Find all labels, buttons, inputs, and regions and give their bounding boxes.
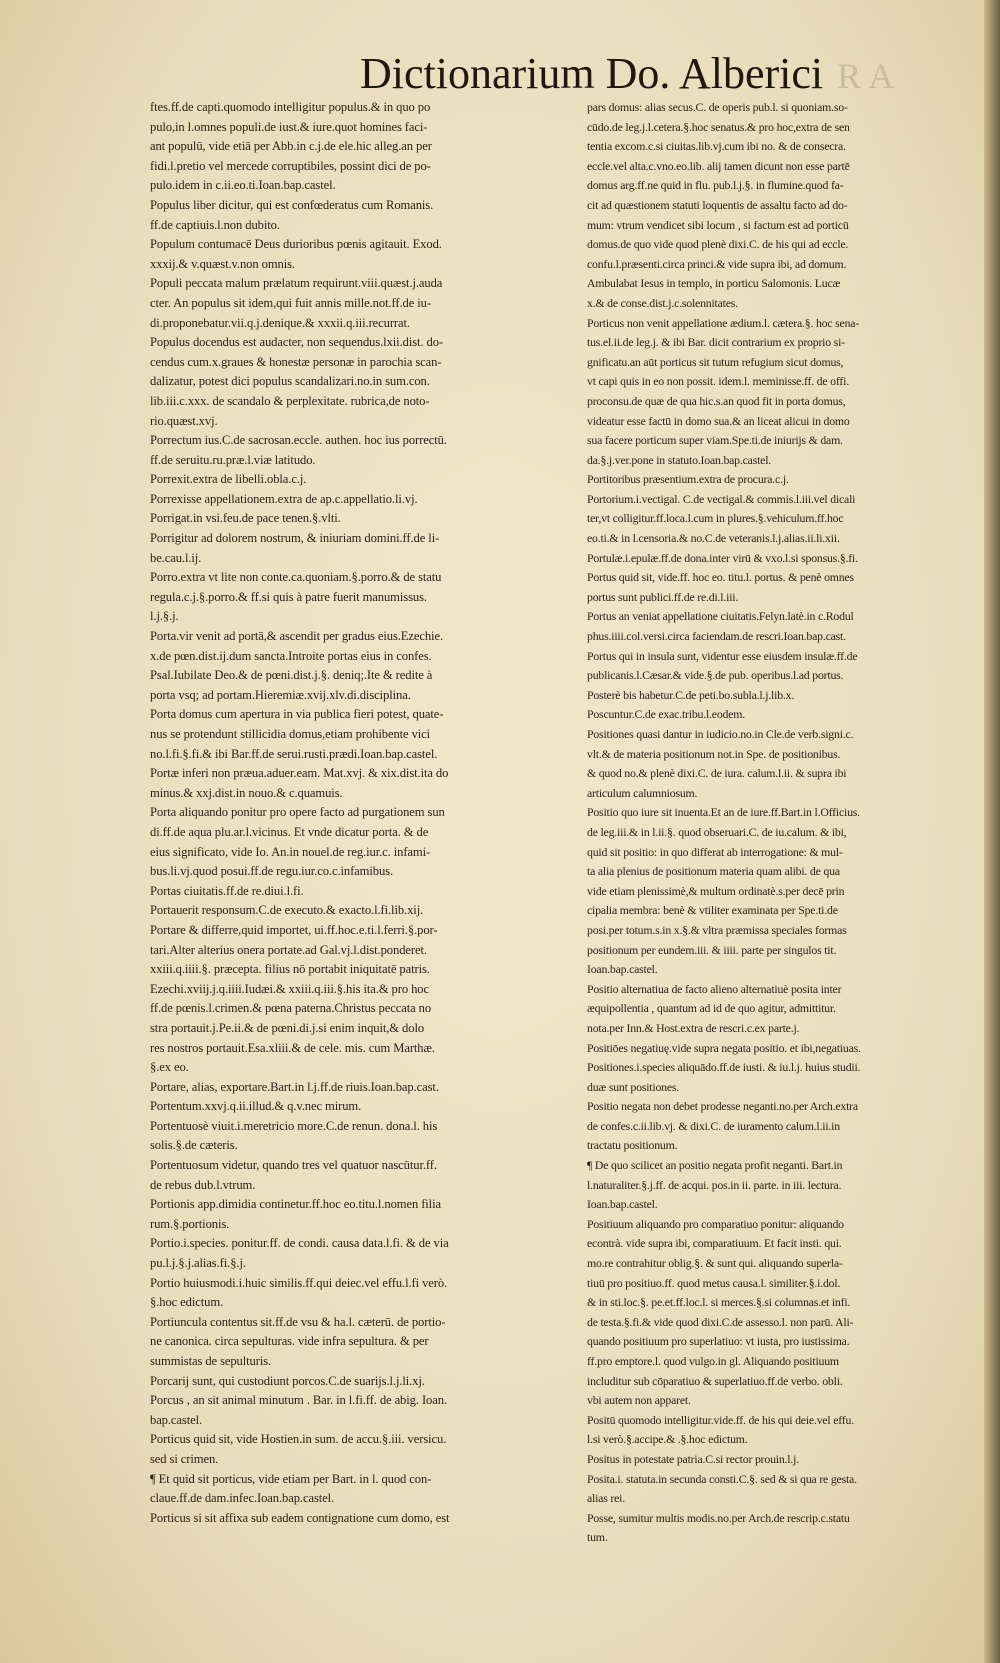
- right-column-line: tentia excom.c.si ciuitas.lib.vj.cum ibi no. & de consecra.: [587, 139, 846, 154]
- left-column-line: l.j.§.j.: [150, 609, 179, 624]
- left-column-line: Psal.Iubilate Deo.& de pœni.dist.j.§. deniq;.Ite & redite à: [150, 668, 433, 683]
- left-column-line: xxiii.q.iiii.§. præcepta. filius nō portabit iniquitatē patris.: [150, 962, 430, 977]
- right-column-line: cipalia membra: benè & vtiliter examinata per Spe.ti.de: [587, 903, 838, 918]
- right-column-line: Posse, sumitur multis modis.no.per Arch.de rescrip.c.statu: [587, 1510, 850, 1525]
- right-column-line: mum: vtrum vendicet sibi locum , si factum est ad porticū: [587, 217, 849, 232]
- left-column-line: no.l.fi.§.fi.& ibi Bar.ff.de serui.rusti.prædi.Ioan.bap.castel.: [150, 746, 438, 761]
- right-column-line: alias rei.: [587, 1491, 625, 1506]
- left-column-line: Porta aliquando ponitur pro opere facto ad purgationem sun: [150, 805, 445, 820]
- right-column-line: includitur sub cōparatiuo & superlatiuo.ff.de verbo. obli.: [587, 1373, 843, 1388]
- left-column-line: Portiuncula contentus sit.ff.de vsu & ha.l. cæterū. de portio-: [150, 1314, 446, 1329]
- left-column-line: Porrigitur ad dolorem nostrum, & iniuriam domini.ff.de li-: [150, 531, 440, 546]
- right-column-line: da.§.j.ver.pone in statuto.Ioan.bap.castel.: [587, 452, 772, 467]
- left-column-line: Populus docendus est audacter, non sequendus.lxii.dist. do-: [150, 335, 444, 350]
- right-column-line: domus arg.ff.ne quid in flu. pub.l.j.§. in flumine.quod fa-: [587, 178, 844, 193]
- right-column-line: de confes.c.ii.lib.vj. & dixi.C. de iuramento calum.l.ii.in: [587, 1118, 840, 1133]
- left-column-line: eius significato, vide Io. An.in nouel.de reg.iur.c. infami-: [150, 844, 431, 859]
- right-column-line: cūdo.de leg.j.l.cetera.§.hoc senatus.& pro hoc,extra de sen: [587, 119, 850, 134]
- right-column-line: Porticus non venit appellatione ædium.l. cætera.§. hoc sena-: [587, 315, 860, 330]
- left-column-line: Populus liber dicitur, qui est confœderatus cum Romanis.: [150, 197, 434, 212]
- left-column-line: minus.& xxj.dist.in nouo.& c.quamuis.: [150, 785, 343, 800]
- left-column-line: Portentum.xxvj.q.ii.illud.& q.v.nec mirum.: [150, 1099, 362, 1114]
- left-column-line: ff.de seruitu.ru.præ.l.viæ latitudo.: [150, 452, 316, 467]
- left-column-line: Porcus , an sit animal minutum . Bar. in l.fi.ff. de abig. Ioan.: [150, 1393, 447, 1408]
- right-column-line: l.si verò.§.accipe.& .§.hoc edictum.: [587, 1432, 748, 1447]
- left-column-line: Portauerit responsum.C.de executo.& exacto.l.fi.lib.xij.: [150, 903, 424, 918]
- left-column-line: regula.c.j.§.porro.& ff.si quis à patre fuerit manumissus.: [150, 589, 427, 604]
- left-column-line: Populum contumacē Deus durioribus pœnis agitauit. Exod.: [150, 237, 442, 252]
- right-column-line: de testa.§.fi.& vide quod dixi.C.de assesso.l. non parū. Ali-: [587, 1314, 854, 1329]
- left-column-line: Porcarij sunt, qui custodiunt porcos.C.de suarijs.l.j.li.xj.: [150, 1373, 425, 1388]
- left-column-line: Porticus si sit affixa sub eadem contignatione cum domo, est: [150, 1510, 450, 1525]
- right-column-line: Positio alternatiua de facto alieno alternatiuè posita inter: [587, 981, 842, 996]
- right-column-line: ta alia plenius de positionum materia quam alibi. de qua: [587, 864, 840, 879]
- right-column-line: Positio negata non debet prodesse neganti.no.per Arch.extra: [587, 1099, 858, 1114]
- left-column-line: Portentuosè viuit.i.meretricio more.C.de renun. dona.l. his: [150, 1118, 438, 1133]
- right-column-line: confu.l.præsenti.circa princi.& vide supra ibi, ad domum.: [587, 256, 847, 271]
- left-column-line: rum.§.portionis.: [150, 1216, 230, 1231]
- right-column-line: posi.per totum.s.in x.§.& vltra præmissa speciales formas: [587, 922, 847, 937]
- right-column-line: mo.re contrahitur oblig.§. & sunt qui. aliquando superla-: [587, 1256, 843, 1271]
- right-column-line: Positū quomodo intelligitur.vide.ff. de his qui deie.vel effu.: [587, 1412, 854, 1427]
- left-column-line: ff.de captiuis.l.non dubito.: [150, 217, 280, 232]
- right-column-line: Portus quid sit, vide.ff. hoc eo. titu.l. portus. & penè omnes: [587, 570, 854, 585]
- right-column-line: & in sti.loc.§. pe.et.ff.loc.l. si merces.§.si columnas.et infi.: [587, 1295, 851, 1310]
- left-column-line: lib.iii.c.xxx. de scandalo & perplexitate. rubrica,de noto-: [150, 393, 430, 408]
- left-column-line: pu.l.j.§.j.alias.fi.§.j.: [150, 1256, 246, 1271]
- left-column-line: ¶ Et quid sit porticus, vide etiam per Bart. in l. quod con-: [150, 1471, 432, 1486]
- right-column-line: sua facere porticum super viam.Spe.ti.de iniurijs & dam.: [587, 433, 843, 448]
- right-column-line: portus sunt publici.ff.de re.di.l.iii.: [587, 589, 739, 604]
- right-column-line: econtrà. vide supra ibi, comparatiuum. Et facit insti. qui.: [587, 1236, 842, 1251]
- right-column-line: quid sit positio: in quo differat ab interrogatione: & mul-: [587, 844, 843, 859]
- right-column-line: vt capi quis in eo non possit. idem.l. meminisse.ff. de offi.: [587, 374, 849, 389]
- right-column-line: vide etiam plenissimè,& multum ordinatè.s.per decē prin: [587, 883, 845, 898]
- right-column-line: æquipollentia , quantum ad id de quo agitur, admittitur.: [587, 1001, 836, 1016]
- left-column-line: Porticus quid sit, vide Hostien.in sum. de accu.§.iii. versicu.: [150, 1432, 447, 1447]
- left-column-line: Porro.extra vt lite non conte.ca.quoniam.§.porro.& de statu: [150, 570, 442, 585]
- left-column-line: Porta domus cum apertura in via publica fieri potest, quate-: [150, 707, 444, 722]
- right-column-line: Posita.i. statuta.in secunda consti.C.§. sed & si qua re gesta.: [587, 1471, 857, 1486]
- right-column: [587, 98, 992, 1548]
- left-column-line: sed si crimen.: [150, 1451, 219, 1466]
- left-column-line: xxxij.& v.quæst.v.non omnis.: [150, 256, 295, 271]
- left-column-line: pulo.idem in c.ii.eo.ti.Ioan.bap.castel.: [150, 178, 336, 193]
- right-column-line: ter,vt colligitur.ff.loca.l.cum in plures.§.vehiculum.ff.hoc: [587, 511, 844, 526]
- left-column-line: Porrectum ius.C.de sacrosan.eccle. authen. hoc ius porrectū.: [150, 433, 447, 448]
- left-column: [150, 98, 582, 1528]
- running-title: Dictionarium Do. Alberici: [360, 49, 824, 98]
- left-column-line: Portio huiusmodi.i.huic similis.ff.qui deiec.vel effu.l.fi verò.: [150, 1275, 448, 1290]
- left-column-line: pulo,in l.omnes populi.de iust.& iure.quot homines faci-: [150, 119, 428, 134]
- left-column-line: ff.de pœnis.l.crimen.& pœna paterna.Christus peccata no: [150, 1001, 432, 1016]
- left-column-line: Portentuosum videtur, quando tres vel quatuor nascūtur.ff.: [150, 1158, 437, 1173]
- right-column-line: & quod no.& plenè dixi.C. de iura. calum.l.ii. & supra ibi: [587, 766, 847, 781]
- right-column-line: Portulæ.i.epulæ.ff.de dona.inter virū & vxo.l.si sponsus.§.fi.: [587, 550, 858, 565]
- right-column-line: nota.per Inn.& Host.extra de rescri.c.ex parte.j.: [587, 1020, 800, 1035]
- left-column-line: dalizatur, potest dici populus scandalizari.no.in sum.con.: [150, 374, 430, 389]
- right-column-line: Portus qui in insula sunt, videntur esse eiusdem insulæ.ff.de: [587, 648, 858, 663]
- right-column-line: vlt.& de materia positionum not.in Spe. de positionibus.: [587, 746, 841, 761]
- left-column-line: Porrigat.in vsi.feu.de pace tenen.§.vlti.: [150, 511, 341, 526]
- right-column-line: Portitoribus præsentium.extra de procura.c.j.: [587, 472, 789, 487]
- left-column-line: Portas ciuitatis.ff.de re.diui.l.fi.: [150, 883, 304, 898]
- left-column-line: nus se protendunt stillicidia domus,etiam prohibente vici: [150, 727, 431, 741]
- left-column-line: summistas de sepulturis.: [150, 1354, 272, 1368]
- right-column-line: de leg.iii.& in l.ii.§. quod obseruari.C. de iu.calum. & ibi,: [587, 824, 847, 839]
- left-column-line: res nostros portauit.Esa.xliii.& de cele. mis. cum Marthæ.: [150, 1040, 435, 1055]
- left-column-line: stra portauit.j.Pe.ii.& de pœni.di.j.si enim inquit,& dolo: [150, 1020, 425, 1035]
- left-column-line: §.hoc edictum.: [150, 1295, 224, 1310]
- right-column-line: Ambulabat Iesus in templo, in porticu Salomonis. Lucæ: [587, 276, 841, 291]
- left-column-line: tari.Alter alterius onera portate.ad Gal.vj.l.dist.ponderet.: [150, 942, 427, 957]
- left-column-line: Porta.vir venit ad portā,& ascendit per gradus eius.Ezechie.: [150, 629, 443, 644]
- left-column-line: bap.castel.: [150, 1412, 203, 1427]
- right-column-line: Positiōes negatiuę.vide supra negata positio. et ibi,negatiuas.: [587, 1040, 861, 1055]
- right-column-line: positionum per eundem.iii. & iiii. parte per singulos tit.: [587, 942, 837, 957]
- left-column-line: de rebus dub.l.vtrum.: [150, 1177, 256, 1192]
- right-column-line: Poscuntur.C.de exac.tribu.l.eodem.: [587, 707, 745, 722]
- right-column-line: Positio quo iure sit inuenta.Et an de iure.ff.Bart.in l.Officius.: [587, 805, 860, 820]
- right-column-line: tum.: [587, 1530, 608, 1545]
- bleed-through-letters: R A: [837, 56, 895, 96]
- right-column-line: tus.el.ii.de leg.j. & ibi Bar. dicit contrarium ex proprio si-: [587, 335, 845, 350]
- left-column-line: solis.§.de cæteris.: [150, 1138, 238, 1153]
- left-column-line: cendus cum.x.graues & honestæ personæ in parochia scan-: [150, 354, 442, 369]
- left-column-line: ftes.ff.de capti.quomodo intelligitur populus.& in quo po: [150, 100, 431, 114]
- left-column-line: porta vsq; ad portam.Hieremiæ.xvij.xlv.di.disciplina.: [150, 687, 411, 702]
- left-column-line: Portare & differre,quid importet, ui.ff.hoc.e.ti.l.ferri.§.por-: [150, 922, 438, 937]
- right-column-line: tractatu positionum.: [587, 1138, 678, 1153]
- right-column-line: tiuū pro positiuo.ff. quod metus causa.l. similiter.§.i.dol.: [587, 1275, 841, 1290]
- left-column-line: Populi peccata malum prælatum requirunt.viii.quæst.j.auda: [150, 276, 443, 291]
- right-column-line: gnificatu.an aūt porticus sit tutum refugium sicut domus,: [587, 354, 844, 369]
- left-column-line: Porrexit.extra de libelli.obla.c.j.: [150, 472, 307, 487]
- left-column-line: be.cau.l.ij.: [150, 550, 202, 565]
- left-column-line: di.proponebatur.vii.q.j.denique.& xxxii.q.iii.recurrat.: [150, 315, 410, 330]
- right-column-line: ¶ De quo scilicet an positio negata profit neganti. Bart.in: [587, 1158, 843, 1173]
- right-column-line: Ioan.bap.castel.: [587, 962, 658, 977]
- left-column-line: §.ex eo.: [150, 1060, 189, 1075]
- right-column-line: Positiones.i.species aliquādo.ff.de iusti. & iu.l.j. huius studii.: [587, 1060, 861, 1075]
- right-column-line: cit ad quæstionem statuti loquentis de assaltu facto ad do-: [587, 197, 848, 212]
- left-column-line: Portio.i.species. ponitur.ff. de condi. causa data.l.fi. & de via: [150, 1236, 449, 1251]
- right-column-line: Portus an veniat appellatione ciuitatis.Felyn.latè.in c.Rodul: [587, 609, 854, 624]
- right-column-line: l.naturaliter.§.j.ff. de acqui. pos.in ii. parte. in iii. lectura.: [587, 1177, 842, 1192]
- right-column-line: ff.pro emptore.l. quod vulgo.in gl. Aliquando positiuum: [587, 1354, 839, 1368]
- left-column-line: ne canonica. circa sepulturas. vide infra sepultura. & per: [150, 1334, 429, 1349]
- left-column-line: Porrexisse appellationem.extra de ap.c.appellatio.li.vj.: [150, 491, 418, 506]
- right-column-line: duæ sunt positiones.: [587, 1079, 680, 1094]
- right-column-line: videatur esse factū in domo sua.& an liceat alicui in domo: [587, 413, 850, 428]
- left-column-line: ant populū, vide etiā per Abb.in c.j.de ele.hic alleg.an per: [150, 139, 432, 154]
- right-column-line: Posterè bis habetur.C.de peti.bo.subla.l.j.lib.x.: [587, 687, 795, 702]
- left-column-line: cter. An populus sit idem,qui fuit annis mille.not.ff.de iu-: [150, 295, 431, 310]
- left-column-line: claue.ff.de dam.infec.Ioan.bap.castel.: [150, 1491, 335, 1506]
- right-column-line: vbi autem non apparet.: [587, 1393, 691, 1408]
- left-column-line: fidi.l.pretio vel mercede corruptibiles, possint dici de po-: [150, 158, 431, 173]
- left-column-line: Ezechi.xviij.j.q.iiii.Iudæi.& xxiii.q.iii.§.his ita.& pro hoc: [150, 981, 429, 996]
- right-column-line: proconsu.de quæ de qua hic.s.an quod fit in porta domus,: [587, 393, 846, 408]
- right-column-line: Positiuum aliquando pro comparatiuo ponitur: aliquando: [587, 1216, 844, 1231]
- right-column-line: articulum calumniosum.: [587, 785, 698, 800]
- right-column-line: quando positiuum pro superlatiuo: vt iusta, pro iustissima.: [587, 1334, 850, 1349]
- running-header: [360, 44, 960, 104]
- right-column-line: x.& de conse.dist.j.c.solennitates.: [587, 295, 738, 310]
- left-column-line: x.de pœn.dist.ij.dum sancta.Introite portas eius in confes.: [150, 648, 432, 663]
- left-column-line: di.ff.de aqua plu.ar.l.vicinus. Et vnde dicatur porta. & de: [150, 824, 429, 839]
- right-column-line: eo.ti.& in l.censoria.& no.C.de veteranis.l.j.alias.ii.li.xii.: [587, 531, 840, 546]
- right-column-line: Positus in potestate patria.C.si rector prouin.l.j.: [587, 1451, 799, 1466]
- right-column-line: domus.de quo vide quod plenè dixi.C. de his qui ad eccle.: [587, 237, 849, 252]
- left-column-line: bus.li.vj.quod posui.ff.de regu.iur.co.c.infamibus.: [150, 864, 394, 879]
- right-column-line: publicanis.l.Cæsar.& vide.§.de pub. operibus.l.ad portus.: [587, 668, 844, 683]
- right-column-line: Ioan.bap.castel.: [587, 1197, 658, 1212]
- left-column-line: Portionis app.dimidia continetur.ff.hoc eo.titu.l.nomen filia: [150, 1197, 441, 1212]
- right-column-line: eccle.vel alta.c.vno.eo.lib. alij tamen dicunt non esse partē: [587, 158, 850, 173]
- right-column-line: pars domus: alias secus.C. de operis pub.l. si quoniam.so-: [587, 100, 848, 114]
- left-column-line: Portæ inferi non præua.aduer.eam. Mat.xvj. & xix.dist.ita do: [150, 766, 449, 781]
- left-column-line: Portare, alias, exportare.Bart.in l.j.ff.de riuis.Ioan.bap.cast.: [150, 1079, 439, 1094]
- right-column-line: Portorium.i.vectigal. C.de vectigal.& commis.l.iii.vel dicali: [587, 491, 856, 506]
- right-column-line: Positiones quasi dantur in iudicio.no.in Cle.de verb.signi.c.: [587, 727, 854, 741]
- left-column-line: rio.quæst.xvj.: [150, 413, 218, 428]
- right-column-line: phus.iiii.col.versi.circa faciendam.de rescri.Ioan.bap.cast.: [587, 629, 846, 644]
